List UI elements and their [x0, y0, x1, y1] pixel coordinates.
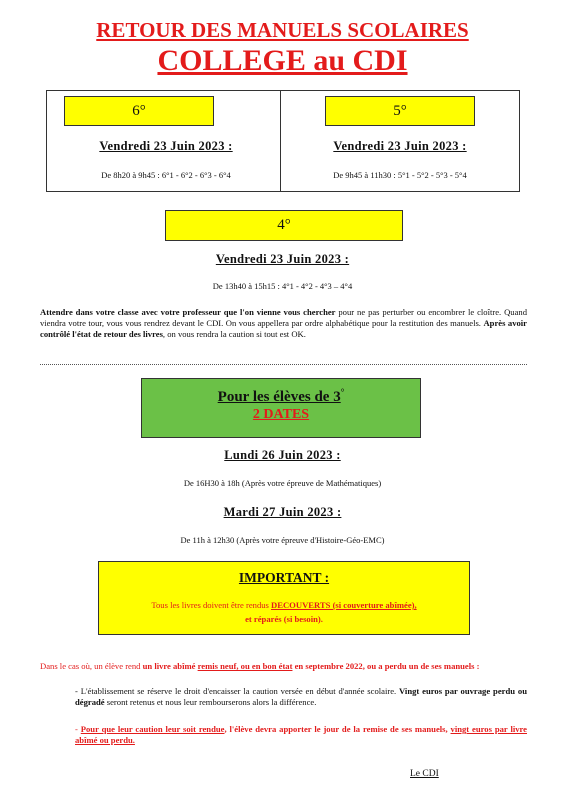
- notice-bullet-2: [75, 724, 527, 746]
- third-date-1: Lundi 26 Juin 2023 :: [224, 448, 341, 462]
- notice-bullet-2d: vingt euros par livre abîmé ou perdu.: [75, 724, 527, 745]
- fourth-level-label: 4°: [165, 210, 403, 241]
- notice-bullet-2a: -: [75, 724, 81, 734]
- fourth-schedule: De 13h40 à 15h15 : 4°1 - 4°2 - 4°3 – 4°4: [212, 281, 353, 291]
- notice-paragraph: [40, 661, 527, 672]
- important-box: [98, 561, 470, 635]
- notice-text-4: en septembre 2022, ou a perdu un de ses manuels :: [292, 661, 480, 671]
- dotted-separator: [40, 364, 527, 365]
- instructions-bold-1: Attendre dans votre classe avec votre professeur que l'on vienne vous chercher: [40, 307, 336, 317]
- fourth-date: Vendredi 23 Juin 2023 :: [215, 252, 350, 266]
- fifth-grade-box: [280, 90, 520, 192]
- sixth-schedule: De 8h20 à 9h45 : 6°1 - 6°2 - 6°3 - 6°4: [101, 170, 231, 180]
- sixth-level-label: 6°: [64, 96, 214, 126]
- notice-bullet-1b: Vingt euros par ouvrage perdu ou dégradé: [75, 686, 527, 707]
- fifth-date: Vendredi 23 Juin 2023 :: [333, 139, 467, 153]
- notice-bullet-1c: seront retenus et nous leur rembourserons alors la différence.: [104, 697, 317, 707]
- fifth-schedule: De 9h45 à 11h30 : 5°1 - 5°2 - 5°3 - 5°4: [333, 170, 467, 180]
- important-line-1: [99, 600, 469, 610]
- third-schedule-2: De 11h à 12h30 (Après votre épreuve d'Histoire-Géo-EMC): [180, 535, 385, 545]
- important-line-1b: DECOUVERTS (si couverture abîmée),: [271, 600, 417, 610]
- instructions-paragraph: [40, 307, 527, 340]
- third-schedule-1: De 16H30 à 18h (Après votre épreuve de Mathématiques): [183, 478, 382, 488]
- notice-bullet-2c: , l'élève devra apporter le jour de la remise de ses manuels,: [224, 724, 451, 734]
- sixth-grade-box: [46, 90, 286, 192]
- notice-text-2: un livre abîmé: [142, 661, 196, 671]
- notice-text-3: remis neuf, ou en bon état: [197, 661, 293, 671]
- instructions-bold-2: Après avoir contrôlé l'état de retour des livres: [40, 318, 527, 339]
- title-line-1: RETOUR DES MANUELS SCOLAIRES: [96, 18, 469, 42]
- notice-bullet-1a: - L'établissement se réserve le droit d'encaisser la caution versée en début d'année scolaire.: [75, 686, 400, 696]
- instructions-text-1: pour ne pas perturber ou encombrer le cloître. Quand viendra votre tour, vous vous rendrez devant le CDI. On vous appellera par ordre alphabétique pour la restitution des manuels.: [40, 307, 527, 328]
- notice-bullet-2b: Pour que leur caution leur soit rendue: [80, 724, 225, 734]
- notice-text-1: Dans le cas où, un élève rend: [40, 661, 143, 671]
- signature: Le CDI: [410, 769, 439, 779]
- instructions-text-2: , on vous rendra la caution si tout est OK.: [162, 329, 306, 339]
- sixth-date: Vendredi 23 Juin 2023 :: [99, 139, 233, 153]
- third-grade-title: Pour les élèves de 3: [217, 389, 341, 405]
- important-line-2: et réparés (si besoin).: [245, 614, 323, 624]
- notice-bullet-1: [75, 686, 527, 708]
- third-grade-degree: °: [340, 387, 345, 397]
- third-grade-dates-label: 2 DATES: [252, 407, 310, 422]
- title-line-2: COLLEGE au CDI: [157, 44, 408, 77]
- third-date-2: Mardi 27 Juin 2023 :: [223, 505, 342, 519]
- third-grade-box: [141, 378, 421, 438]
- important-title: IMPORTANT :: [238, 570, 330, 585]
- important-line-1a: Tous les livres doivent être rendus: [151, 600, 272, 610]
- fifth-level-label: 5°: [325, 96, 475, 126]
